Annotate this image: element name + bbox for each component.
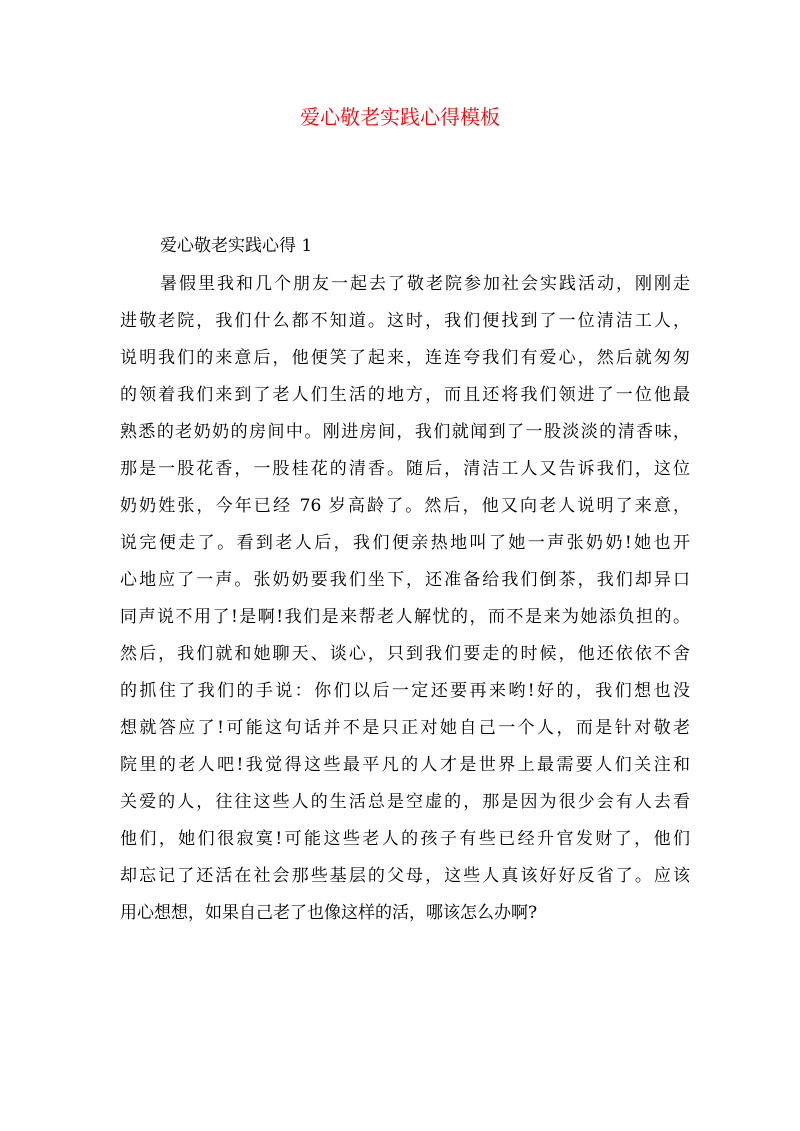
paragraph-line: 想就答应了!可能这句话并不是只正对她自己一个人，而是针对敬老 xyxy=(120,718,690,738)
paragraph-line: 院里的老人吧!我觉得这些最平凡的人才是世界上最需要人们关注和 xyxy=(120,755,690,775)
paragraph-line: 用心想想，如果自己老了也像这样的活，哪该怎么办啊? xyxy=(120,903,538,923)
paragraph-line: 关爱的人，往往这些人的生活总是空虚的，那是因为很少会有人去看 xyxy=(120,792,690,812)
paragraph-line: 的抓住了我们的手说：你们以后一定还要再来哟!好的，我们想也没 xyxy=(120,681,690,701)
paragraph-line: 说完便走了。看到老人后，我们便亲热地叫了她一声张奶奶!她也开 xyxy=(120,533,690,553)
paragraph-line: 说明我们的来意后，他便笑了起来，连连夸我们有爱心，然后就匆匆 xyxy=(120,348,690,368)
section-heading: 爱心敬老实践心得 1 xyxy=(160,236,313,256)
paragraph-line: 同声说不用了!是啊!我们是来帮老人解忧的，而不是来为她添负担的。 xyxy=(120,607,690,627)
paragraph-line: 然后，我们就和她聊天、谈心，只到我们要走的时候，他还依依不舍 xyxy=(120,644,690,664)
paragraph-line: 他们，她们很寂寞!可能这些老人的孩子有些已经升官发财了，他们 xyxy=(120,829,690,849)
paragraph-line: 进敬老院，我们什么都不知道。这时，我们便找到了一位清洁工人， xyxy=(120,311,690,331)
paragraph-line: 的领着我们来到了老人们生活的地方，而且还将我们领进了一位他最 xyxy=(120,385,690,405)
body-paragraph xyxy=(120,266,690,932)
paragraph-line: 奶奶姓张，今年已经 76 岁高龄了。然后，他又向老人说明了来意， xyxy=(120,496,690,516)
paragraph-line: 熟悉的老奶奶的房间中。刚进房间，我们就闻到了一股淡淡的清香味， xyxy=(120,422,690,442)
paragraph-line: 心地应了一声。张奶奶要我们坐下，还准备给我们倒茶，我们却异口 xyxy=(120,570,690,590)
paragraph-line: 那是一股花香，一股桂花的清香。随后，清洁工人又告诉我们，这位 xyxy=(120,459,690,479)
paragraph-line: 暑假里我和几个朋友一起去了敬老院参加社会实践活动，刚刚走 xyxy=(160,274,690,294)
document-title: 爱心敬老实践心得模板 xyxy=(300,105,500,129)
paragraph-line: 却忘记了还活在社会那些基层的父母，这些人真该好好反省了。应该 xyxy=(120,866,690,886)
